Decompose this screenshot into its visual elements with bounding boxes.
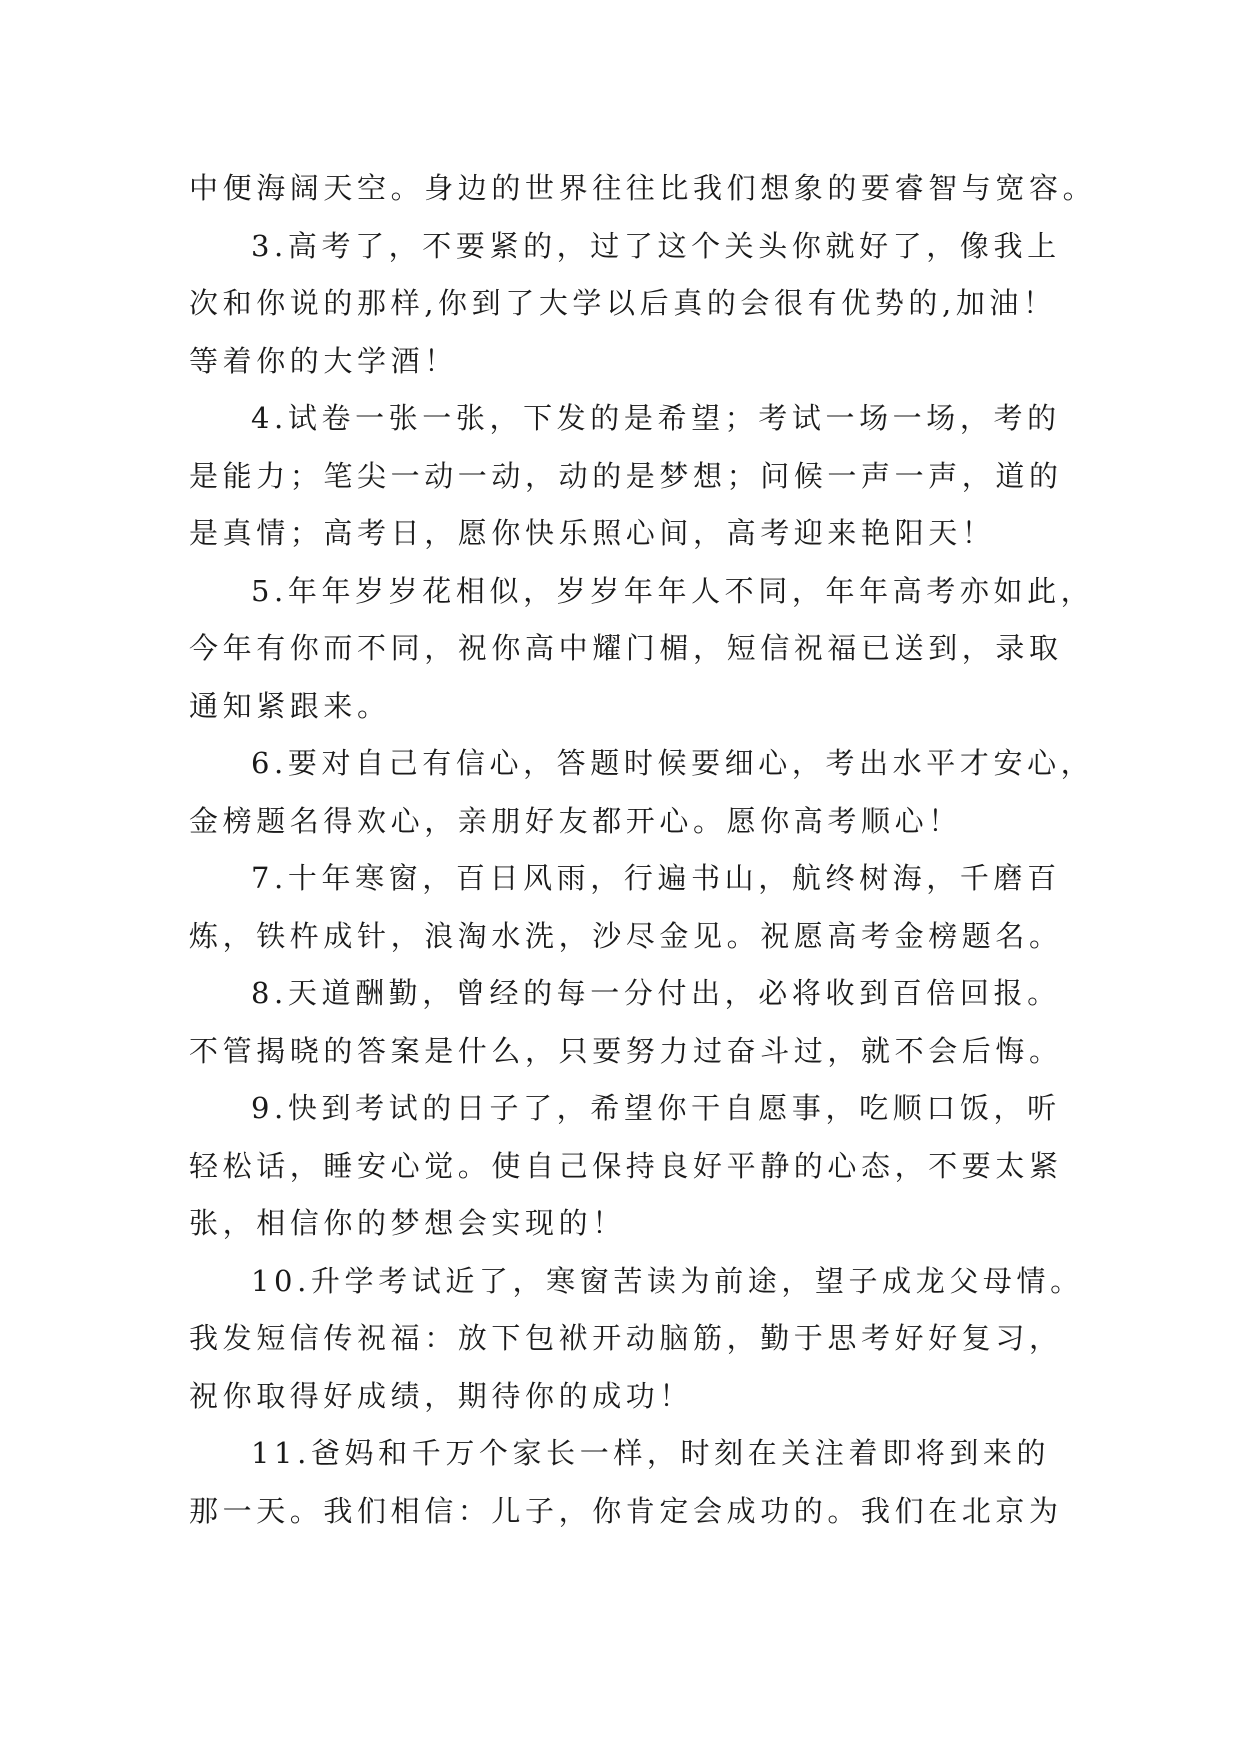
text-line: 金榜题名得欢心，亲朋好友都开心。愿你高考顺心！ (189, 803, 962, 838)
text-line: 炼，铁杵成针，浪淘水洗，沙尽金见。祝愿高考金榜题名。 (189, 918, 1063, 953)
text-line: 等着你的大学酒！ (189, 343, 458, 378)
text-line: 9.快到考试的日子了，希望你干自愿事，吃顺口饭，听 (251, 1091, 1061, 1125)
text-line: 张，相信你的梦想会实现的！ (189, 1206, 626, 1240)
text-line: 我发短信传祝福：放下包袱开动脑筋，勤于思考好好复习， (189, 1321, 1063, 1355)
text-line: 通知紧跟来。 (189, 688, 391, 723)
text-line: 那一天。我们相信：儿子，你肯定会成功的。我们在北京为 (189, 1493, 1063, 1528)
document-body (189, 160, 1097, 1540)
text-line: 中便海阔天空。身边的世界往往比我们想象的要睿智与宽容。 (189, 171, 1097, 205)
text-line: 11.爸妈和千万个家长一样，时刻在关注着即将到来的 (251, 1436, 1051, 1470)
text-line: 是真情；高考日，愿你快乐照心间，高考迎来艳阳天！ (189, 516, 996, 550)
text-line: 今年有你而不同，祝你高中耀门楣，短信祝福已送到，录取 (189, 631, 1063, 665)
text-line: 轻松话，睡安心觉。使自己保持良好平静的心态，不要太紧 (189, 1148, 1063, 1183)
text-line: 是能力；笔尖一动一动，动的是梦想；问候一声一声，道的 (189, 458, 1063, 493)
text-line: 10.升学考试近了，寒窗苦读为前途，望子成龙父母情。 (251, 1263, 1084, 1298)
text-line: 祝你取得好成绩，期待你的成功！ (189, 1378, 694, 1413)
text-line: 4.试卷一张一张，下发的是希望；考试一场一场，考的 (251, 401, 1061, 435)
text-line: 7.十年寒窗，百日风雨，行遍书山，航终树海，千磨百 (251, 861, 1061, 895)
text-line: 3.高考了，不要紧的，过了这个关头你就好了，像我上 (251, 228, 1061, 263)
text-line: 8.天道酬勤，曾经的每一分付出，必将收到百倍回报。 (251, 976, 1061, 1010)
text-line: 次和你说的那样,你到了大学以后真的会很有优势的,加油！ (189, 286, 1057, 320)
text-line: 不管揭晓的答案是什么，只要努力过奋斗过，就不会后悔。 (189, 1033, 1063, 1068)
text-line: 6.要对自己有信心，答题时候要细心，考出水平才安心， (251, 746, 1095, 780)
text-line: 5.年年岁岁花相似，岁岁年年人不同，年年高考亦如此， (251, 573, 1095, 608)
